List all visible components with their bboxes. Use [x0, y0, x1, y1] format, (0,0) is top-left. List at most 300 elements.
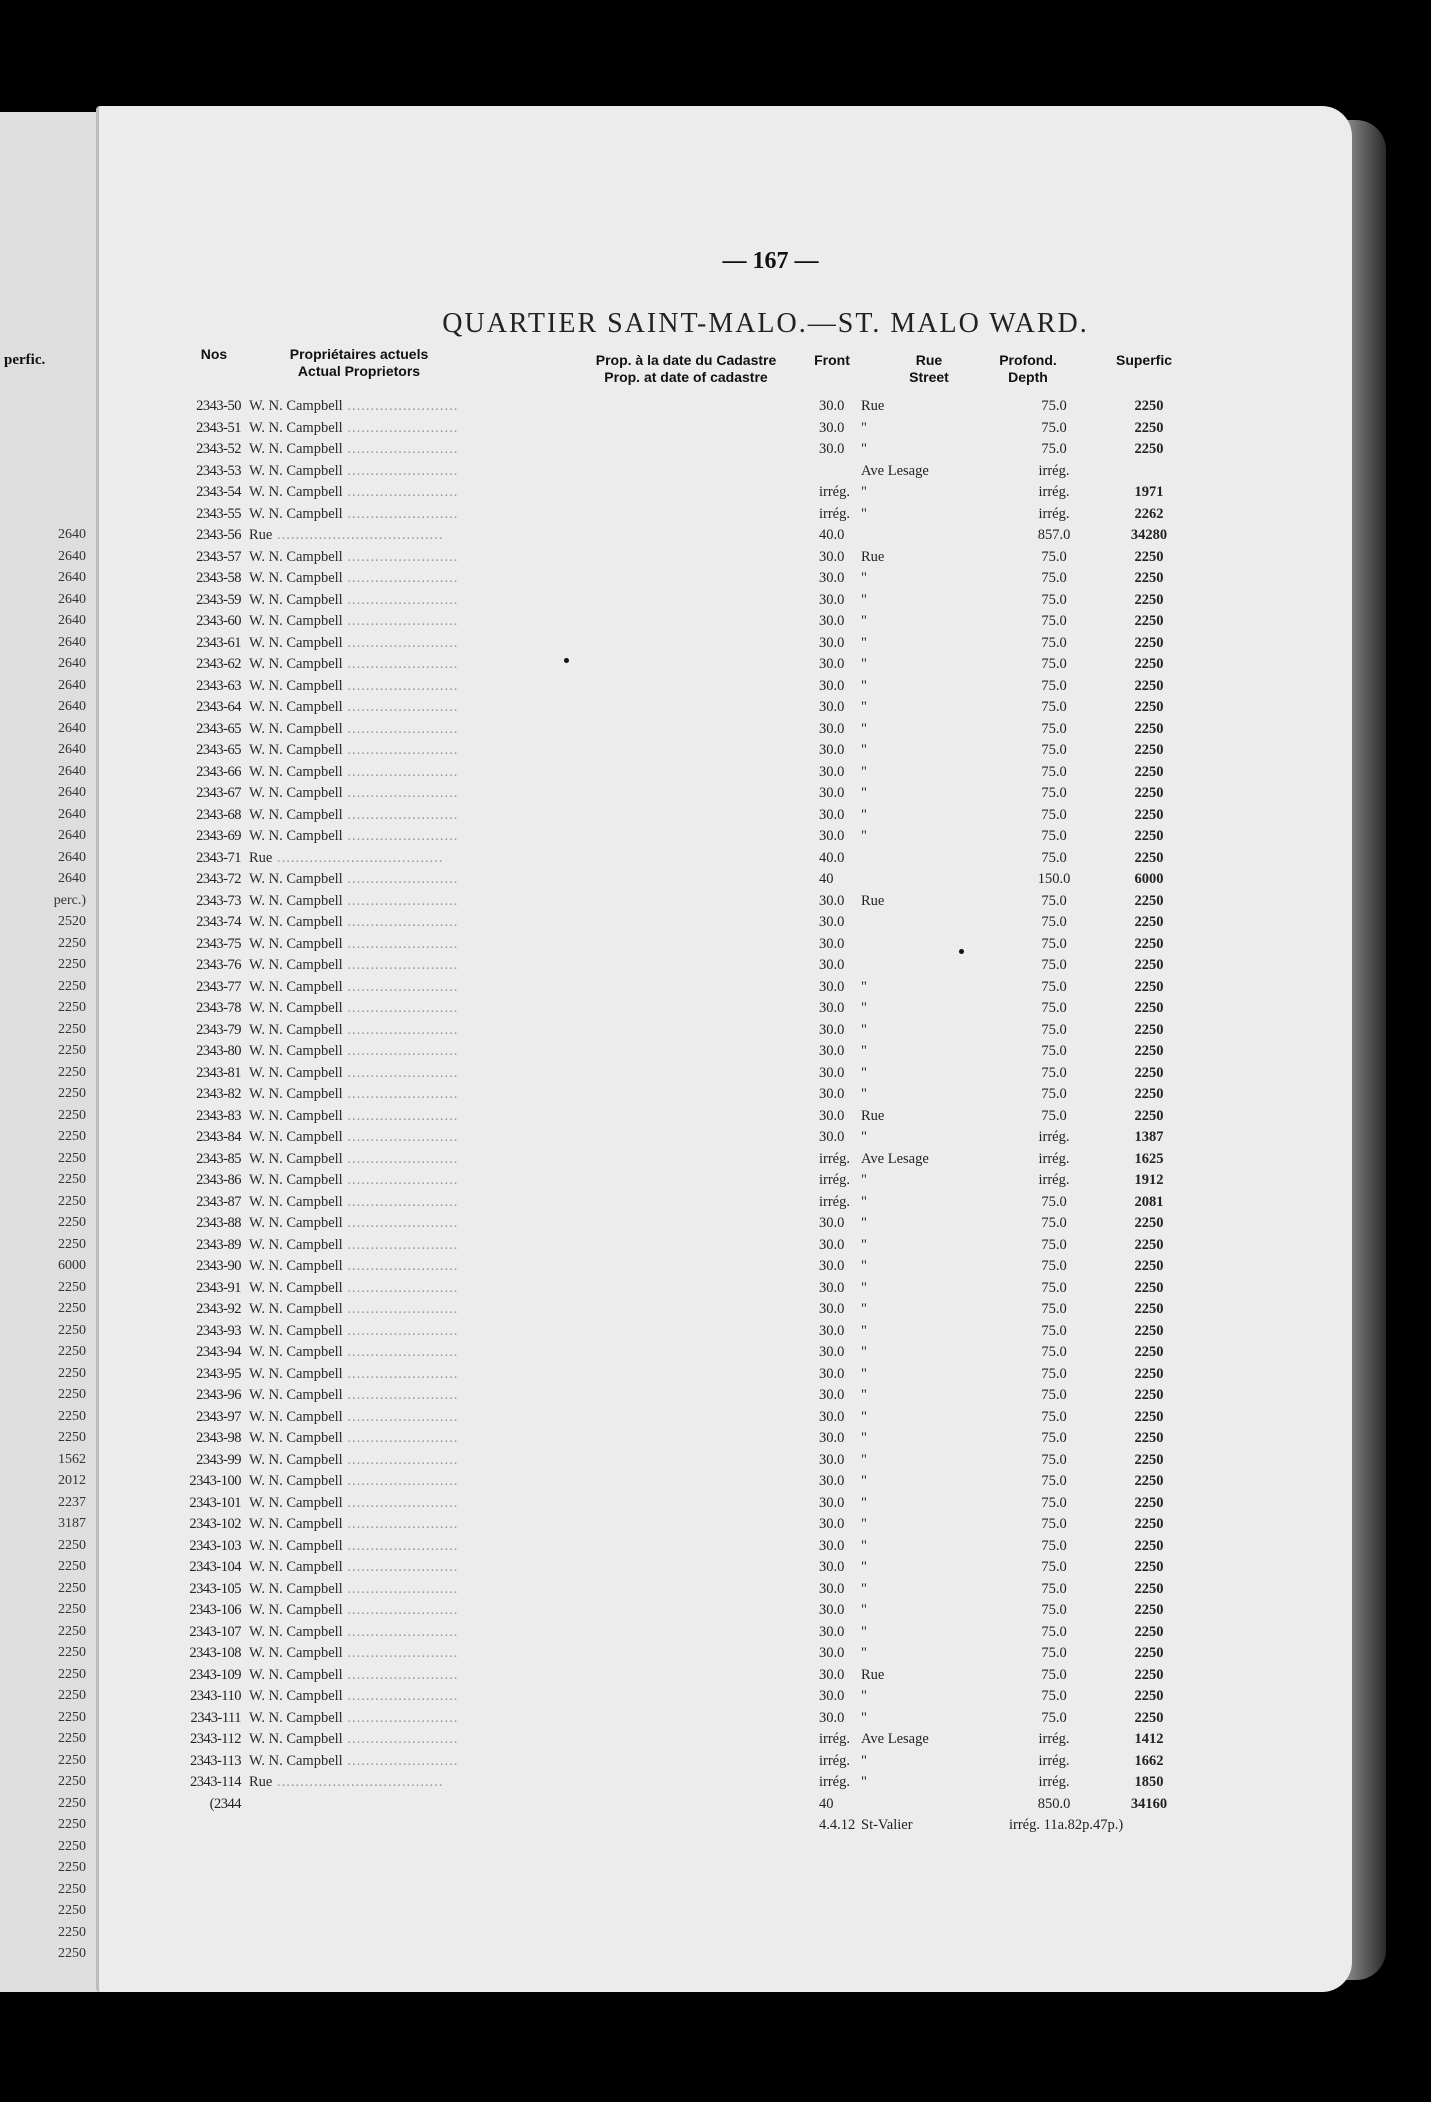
street-value: "	[861, 1774, 867, 1790]
leader-dots: ....................................	[272, 849, 444, 866]
left-page-area-value: 2250	[58, 978, 86, 994]
area-value: 2250	[1134, 892, 1164, 909]
street-value: "	[861, 1494, 867, 1511]
street-value: "	[861, 1000, 867, 1016]
street-value: "	[861, 1709, 867, 1726]
leader-dots: ........................	[342, 806, 459, 823]
table-row	[99, 1450, 1352, 1472]
table-row	[99, 1643, 1352, 1665]
lot-number: 2343-59	[196, 591, 241, 608]
owner-text: W. N. Campbell	[249, 1602, 343, 1618]
front-value: irrég.	[819, 1774, 850, 1790]
left-page-area-value: 2250	[58, 1623, 86, 1639]
leader-dots: ........................	[342, 1086, 459, 1102]
leader-dots: ........................	[342, 462, 459, 479]
front-value: 30.0	[819, 1709, 845, 1726]
area-value: 2250	[1134, 1322, 1164, 1339]
left-page-area-value: 2250	[58, 1021, 86, 1037]
lot-number: 2343-72	[196, 871, 241, 887]
lot-number: 2343-100	[189, 1473, 241, 1489]
area-value: 2250	[1134, 806, 1164, 823]
owner-name	[249, 893, 458, 910]
left-page-area-value: perc.)	[53, 892, 86, 908]
area-value: 2250	[1134, 1623, 1164, 1640]
lot-number: 2343-62	[196, 656, 241, 672]
left-page-area-value: 2250	[58, 1064, 86, 1080]
left-page-area-value: 2640	[58, 699, 86, 714]
front-value: 30.0	[819, 914, 845, 930]
leader-dots: ........................	[342, 548, 459, 565]
left-page-area-value: 2250	[58, 1043, 86, 1058]
page-number: — 167 —	[722, 248, 819, 274]
street-value: "	[861, 828, 867, 844]
table-row	[99, 891, 1352, 913]
table-row	[99, 1063, 1352, 1085]
table-row	[99, 1622, 1352, 1644]
lot-number: 2343-55	[196, 505, 241, 522]
depth-value: 150.0	[1037, 871, 1071, 887]
depth-value: 75.0	[1041, 1430, 1067, 1446]
lot-number: 2343-86	[196, 1172, 241, 1188]
depth-value: 75.0	[1041, 1215, 1067, 1231]
owner-name	[249, 1774, 443, 1791]
table-row	[99, 1127, 1352, 1149]
left-page-area-value: 2250	[58, 1946, 86, 1961]
lot-number: 2343-98	[196, 1430, 241, 1446]
front-value: 4.4.12	[819, 1817, 856, 1833]
depth-value: 75.0	[1041, 978, 1067, 995]
lot-number: 2343-53	[196, 462, 241, 479]
street-value: "	[861, 1688, 867, 1704]
owner-name	[249, 1409, 458, 1426]
area-value: 2250	[1134, 570, 1164, 586]
table-row	[99, 525, 1352, 547]
lot-number: 2343-89	[196, 1236, 241, 1253]
table-row	[99, 1471, 1352, 1493]
lot-number: 2343-64	[196, 699, 241, 715]
owner-text: W. N. Campbell	[249, 548, 343, 565]
lot-number: 2343-60	[196, 613, 241, 629]
owner-name	[249, 656, 458, 673]
owner-name	[249, 1624, 458, 1641]
lot-number: 2343-92	[196, 1301, 241, 1317]
table-row	[99, 1536, 1352, 1558]
front-value: irrég.	[819, 505, 850, 522]
street-value: "	[861, 1172, 867, 1188]
lot-number: 2343-110	[189, 1688, 241, 1704]
left-page-area-value: 2250	[58, 1752, 86, 1768]
front-value: 30.0	[819, 1387, 845, 1403]
front-value: 30.0	[819, 1258, 845, 1274]
depth-value: 75.0	[1041, 1193, 1067, 1210]
owner-name	[249, 441, 458, 458]
owner-text: W. N. Campbell	[249, 892, 343, 909]
left-page-area-value: 2250	[58, 1000, 86, 1015]
owner-name	[249, 850, 443, 867]
depth-value: 75.0	[1041, 634, 1067, 651]
leader-dots: ........................	[342, 1709, 459, 1726]
lot-number: 2343-50	[196, 398, 241, 414]
area-value: 2250	[1134, 1236, 1164, 1253]
street-value: "	[861, 1344, 867, 1360]
front-value: 30.0	[819, 1408, 845, 1425]
table-row	[99, 1579, 1352, 1601]
owner-text: W. N. Campbell	[249, 591, 343, 608]
table-row	[99, 1192, 1352, 1214]
street-value: "	[861, 742, 867, 758]
table-row	[99, 1364, 1352, 1386]
owner-text: W. N. Campbell	[249, 570, 343, 586]
area-value: 2250	[1134, 677, 1164, 694]
owner-text: Rue	[249, 849, 273, 866]
leader-dots: ........................	[342, 398, 459, 414]
lot-number: 2343-71	[196, 849, 241, 866]
owner-name	[249, 506, 458, 523]
depth-value: irrég. 11a.82p.47p.)	[1009, 1817, 1124, 1833]
table-row	[99, 998, 1352, 1020]
left-page-area-value: 2640	[58, 871, 86, 886]
owner-text: W. N. Campbell	[249, 484, 343, 500]
front-value: 30.0	[819, 419, 845, 436]
depth-value: 75.0	[1041, 720, 1067, 737]
front-value: 30.0	[819, 1086, 845, 1102]
area-value: 2250	[1134, 1451, 1164, 1468]
owner-name	[249, 463, 458, 480]
front-value: 30.0	[819, 1645, 845, 1661]
table-row	[99, 1557, 1352, 1579]
area-value: 2250	[1134, 1602, 1164, 1618]
street-value: "	[861, 1516, 867, 1532]
left-page-area-value: 2250	[58, 1129, 86, 1144]
left-page-area-value: 2250	[58, 1602, 86, 1617]
leader-dots: ........................	[342, 1258, 459, 1274]
owner-text: W. N. Campbell	[249, 1150, 343, 1167]
table-row	[99, 1665, 1352, 1687]
front-value: 40.0	[819, 527, 845, 543]
leader-dots: ........................	[342, 484, 459, 500]
area-value: 2250	[1134, 849, 1164, 866]
leader-dots: ........................	[342, 1752, 459, 1769]
street-value: "	[861, 634, 867, 651]
header-street-en: Street	[909, 369, 949, 385]
leader-dots: ........................	[342, 1021, 459, 1038]
left-page-area-value: 2250	[58, 1903, 86, 1918]
street-value: "	[861, 1279, 867, 1296]
owner-name	[249, 1731, 458, 1748]
depth-value: 75.0	[1041, 1344, 1067, 1360]
depth-value: 75.0	[1041, 1258, 1067, 1274]
area-value: 2250	[1134, 1258, 1164, 1274]
depth-value: 75.0	[1041, 1387, 1067, 1403]
left-page-area-value: 2640	[58, 656, 86, 671]
owner-text: W. N. Campbell	[249, 1473, 343, 1489]
table-row	[99, 955, 1352, 977]
left-page-area-value: 2250	[58, 1107, 86, 1123]
owner-name	[249, 807, 458, 824]
register-page	[96, 106, 1352, 1992]
left-page-area-value: 2640	[58, 742, 86, 757]
depth-value: 75.0	[1041, 828, 1067, 844]
owner-text: W. N. Campbell	[249, 1516, 343, 1532]
owner-name	[249, 764, 458, 781]
left-page-area-value: 2250	[58, 1322, 86, 1338]
left-page-area-value: 2250	[58, 1580, 86, 1596]
front-value: 30.0	[819, 828, 845, 844]
owner-text: W. N. Campbell	[249, 677, 343, 694]
street-value: "	[861, 1236, 867, 1253]
header-depth	[983, 352, 1073, 386]
leader-dots: ........................	[342, 892, 459, 909]
table-row	[99, 590, 1352, 612]
street-value: "	[861, 591, 867, 608]
street-value: "	[861, 1387, 867, 1403]
lot-number: 2343-83	[196, 1107, 241, 1124]
table-row	[99, 654, 1352, 676]
owner-name	[249, 1559, 458, 1576]
page-title: QUARTIER SAINT-MALO.—ST. MALO WARD.	[442, 308, 1089, 339]
owner-name	[249, 1129, 458, 1146]
area-value: 2250	[1134, 914, 1164, 930]
owner-name	[249, 742, 458, 759]
table-row	[99, 1772, 1352, 1794]
street-value: "	[861, 1129, 867, 1145]
owner-text: W. N. Campbell	[249, 957, 343, 973]
front-value: 30.0	[819, 806, 845, 823]
front-value: 30.0	[819, 398, 845, 414]
leader-dots: ........................	[342, 1107, 459, 1124]
depth-value: 75.0	[1041, 591, 1067, 608]
depth-value: 75.0	[1041, 398, 1067, 414]
area-value: 1971	[1134, 484, 1164, 500]
owner-name	[249, 1086, 458, 1103]
front-value: irrég.	[819, 1752, 850, 1769]
leader-dots: ........................	[342, 1193, 459, 1210]
table-row	[99, 1751, 1352, 1773]
owner-name	[249, 1602, 458, 1619]
table-row	[99, 762, 1352, 784]
table-row	[99, 461, 1352, 483]
lot-number: 2343-94	[196, 1344, 241, 1360]
leader-dots: ........................	[342, 634, 459, 651]
leader-dots: ........................	[342, 1000, 459, 1016]
lot-number: 2343-96	[196, 1387, 241, 1403]
owner-text: W. N. Campbell	[249, 785, 343, 801]
street-value: "	[861, 763, 867, 780]
left-page-area-value: 2250	[58, 957, 86, 972]
left-page-area-value: 2250	[58, 1666, 86, 1682]
lot-number: 2343-61	[196, 634, 241, 651]
owner-text: W. N. Campbell	[249, 1172, 343, 1188]
owner-text: W. N. Campbell	[249, 763, 343, 780]
depth-value: 75.0	[1041, 1473, 1067, 1489]
street-value: "	[861, 1043, 867, 1059]
area-value: 2250	[1134, 1387, 1164, 1403]
area-value: 2250	[1134, 828, 1164, 844]
owner-name	[249, 1258, 458, 1275]
owner-name	[249, 635, 458, 652]
area-value: 2250	[1134, 1064, 1164, 1081]
left-page-area-column	[26, 524, 86, 1965]
depth-value: 75.0	[1041, 785, 1067, 801]
street-value: "	[861, 785, 867, 801]
area-value: 2250	[1134, 656, 1164, 672]
owner-text: W. N. Campbell	[249, 1752, 343, 1769]
street-value: "	[861, 1408, 867, 1425]
depth-value: irrég.	[1038, 1172, 1070, 1188]
front-value: 30.0	[819, 1623, 845, 1640]
front-value: 30.0	[819, 1236, 845, 1253]
left-page-area-value: 2640	[58, 548, 86, 564]
leader-dots: ........................	[342, 1666, 459, 1683]
area-value: 2250	[1134, 1279, 1164, 1296]
table-row	[99, 568, 1352, 590]
leader-dots: ........................	[342, 591, 459, 608]
front-value: 30.0	[819, 1107, 845, 1124]
left-page-area-value: 3187	[58, 1516, 86, 1531]
leader-dots: ........................	[342, 1688, 459, 1704]
owner-text: W. N. Campbell	[249, 1344, 343, 1360]
street-value: "	[861, 505, 867, 522]
depth-value: irrég.	[1038, 484, 1070, 500]
front-value: 30.0	[819, 892, 845, 909]
depth-value: 75.0	[1041, 677, 1067, 694]
lot-number: 2343-95	[196, 1365, 241, 1382]
depth-value: 75.0	[1041, 1666, 1067, 1683]
owner-text: W. N. Campbell	[249, 1731, 343, 1747]
area-value: 2250	[1134, 1021, 1164, 1038]
depth-value: 75.0	[1041, 1559, 1067, 1575]
owner-name	[249, 1000, 458, 1017]
header-superfic: Superfic	[1115, 352, 1172, 368]
owner-name	[249, 1516, 458, 1533]
area-value: 2262	[1134, 505, 1164, 522]
owner-text: W. N. Campbell	[249, 914, 343, 930]
leader-dots: ........................	[342, 1064, 459, 1081]
owner-text: W. N. Campbell	[249, 1666, 343, 1683]
leader-dots: ........................	[342, 1408, 459, 1425]
depth-value: 75.0	[1041, 1301, 1067, 1317]
depth-value: 75.0	[1041, 1537, 1067, 1554]
lot-number: 2343-90	[196, 1258, 241, 1274]
table-row	[99, 418, 1352, 440]
front-value: 30.0	[819, 656, 845, 672]
depth-value: 75.0	[1041, 699, 1067, 715]
owner-text: W. N. Campbell	[249, 720, 343, 737]
owner-name	[249, 1022, 458, 1039]
area-value: 2250	[1134, 1494, 1164, 1511]
front-value: 30.0	[819, 742, 845, 758]
owner-text: W. N. Campbell	[249, 1322, 343, 1339]
lot-number: 2343-75	[196, 935, 241, 952]
front-value: 40	[819, 871, 834, 887]
lot-number: 2343-93	[196, 1322, 241, 1339]
street-value: "	[861, 1752, 867, 1769]
lot-number: 2343-54	[196, 484, 241, 500]
depth-value: 75.0	[1041, 419, 1067, 436]
table-row	[99, 1170, 1352, 1192]
table-row	[99, 1149, 1352, 1171]
left-page-area-value: 2250	[58, 1709, 86, 1725]
lot-number: 2343-65	[196, 720, 241, 737]
left-page-area-value: 2250	[58, 1537, 86, 1553]
depth-value: 75.0	[1041, 1602, 1067, 1618]
front-value: 30.0	[819, 548, 845, 565]
area-value: 1625	[1134, 1150, 1164, 1167]
area-value: 1412	[1134, 1731, 1164, 1747]
depth-value: 75.0	[1041, 613, 1067, 629]
area-value: 2250	[1134, 1107, 1164, 1124]
owner-text: W. N. Campbell	[249, 505, 343, 522]
left-page-area-value: 2250	[58, 1387, 86, 1402]
owner-text: W. N. Campbell	[249, 1021, 343, 1038]
leader-dots: ........................	[342, 1559, 459, 1575]
depth-value: irrég.	[1038, 462, 1070, 479]
table-row	[99, 1084, 1352, 1106]
leader-dots: ........................	[342, 1365, 459, 1382]
owner-name	[249, 979, 458, 996]
left-page-area-value: 2250	[58, 1817, 86, 1832]
header-rue: Rue	[915, 352, 943, 368]
owner-text: W. N. Campbell	[249, 1709, 343, 1726]
front-value: 30.0	[819, 1322, 845, 1339]
owner-name	[249, 1151, 458, 1168]
owner-name	[249, 678, 458, 695]
street-value: "	[861, 1473, 867, 1489]
owner-name	[249, 1387, 458, 1404]
front-value: irrég.	[819, 1150, 850, 1167]
header-prop-cadastre	[551, 352, 821, 386]
leader-dots: ........................	[342, 978, 459, 995]
owner-text: W. N. Campbell	[249, 1537, 343, 1554]
owner-name	[249, 1366, 458, 1383]
street-value: "	[861, 1193, 867, 1210]
table-row	[99, 676, 1352, 698]
left-page-area-value: 2640	[58, 806, 86, 822]
area-value: 2250	[1134, 1645, 1164, 1661]
street-value: "	[861, 1258, 867, 1274]
front-value: 30.0	[819, 1559, 845, 1575]
left-page-area-value: 2640	[58, 634, 86, 650]
depth-value: 75.0	[1041, 1236, 1067, 1253]
owner-text: W. N. Campbell	[249, 1365, 343, 1382]
table-row	[99, 805, 1352, 827]
leader-dots: ........................	[342, 1430, 459, 1446]
front-value: 30.0	[819, 699, 845, 715]
table-row	[99, 912, 1352, 934]
lot-number: 2343-87	[196, 1193, 241, 1210]
front-value: 30.0	[819, 1129, 845, 1145]
owner-text: W. N. Campbell	[249, 1258, 343, 1274]
front-value: 30.0	[819, 1430, 845, 1446]
left-page-area-value: 2640	[58, 828, 86, 843]
area-value: 2250	[1134, 1344, 1164, 1360]
owner-name	[249, 1667, 458, 1684]
front-value: irrég.	[819, 1731, 850, 1747]
table-row	[99, 547, 1352, 569]
area-value: 1912	[1134, 1172, 1164, 1188]
owner-name	[249, 914, 458, 931]
depth-value: 75.0	[1041, 742, 1067, 758]
header-street	[889, 352, 969, 386]
area-value: 2250	[1134, 1688, 1164, 1704]
owner-name	[249, 871, 458, 888]
depth-value: irrég.	[1038, 1129, 1070, 1145]
street-value: "	[861, 1623, 867, 1640]
owner-name	[249, 785, 458, 802]
depth-value: 75.0	[1041, 1451, 1067, 1468]
street-value: "	[861, 1064, 867, 1081]
left-page-area-value: 2250	[58, 1301, 86, 1316]
